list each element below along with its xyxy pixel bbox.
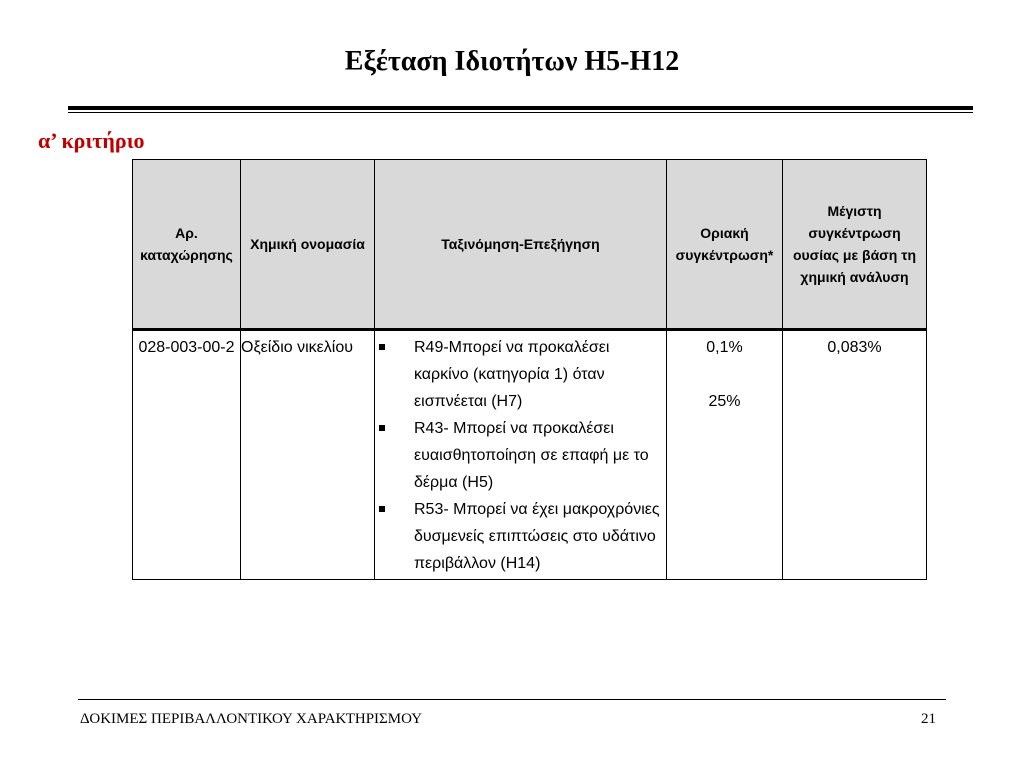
- footer-divider: [78, 699, 946, 700]
- square-bullet-icon: [379, 506, 385, 512]
- cell-classification: [375, 330, 667, 580]
- title-divider-thin: [68, 112, 973, 113]
- header-max-concentration: Μέγιστη συγκέντρωση ουσίας με βάση τη χημική ανάλυση: [783, 160, 927, 330]
- classification-item: [375, 415, 666, 496]
- square-bullet-icon: [379, 425, 385, 431]
- table-header: [133, 160, 927, 330]
- limit-concentration-value: 0,1%: [706, 339, 743, 356]
- footer-text: ΔΟΚΙΜΕΣ ΠΕΡΙΒΑΛΛΟΝΤΙΚΟΥ ΧΑΡΑΚΤΗΡΙΣΜΟΥ: [80, 711, 423, 727]
- square-bullet-icon: [379, 344, 385, 350]
- header-classification: Ταξινόμηση-Επεξήγηση: [375, 160, 667, 330]
- cell-limit-concentration: [667, 330, 783, 580]
- slide-title: Εξέταση Ιδιοτήτων Η5-Η12: [344, 46, 680, 77]
- classification-text: R53- Μπορεί να έχει μακροχρόνιες δυσμενείς επιπτώσεις στο υδάτινο περιβάλλον (Η14): [414, 501, 660, 572]
- header-chemical-name: Χημική ονομασία: [241, 160, 375, 330]
- table-row: [133, 330, 927, 580]
- page-number: 21: [921, 711, 936, 727]
- cell-registration-number: 028-003-00-2: [133, 330, 241, 580]
- classification-text: R43- Μπορεί να προκαλέσει ευαισθητοποίηση σε επαφή με το δέρμα (Η5): [414, 420, 649, 491]
- classification-item: [375, 496, 666, 577]
- classification-item: [375, 334, 666, 415]
- classification-text: R49-Μπορεί να προκαλέσει καρκίνο (κατηγορία 1) όταν εισπνέεται (Η7): [414, 339, 610, 410]
- header-limit-concentration: Οριακή συγκέντρωση*: [667, 160, 783, 330]
- classification-list: [375, 334, 666, 577]
- criterion-subtitle: α’ κριτήριο: [38, 128, 145, 153]
- title-divider-thick: [68, 106, 973, 110]
- cell-max-concentration: 0,083%: [783, 330, 927, 580]
- header-registration-number: Αρ. καταχώρησης: [133, 160, 241, 330]
- limit-concentration-value: 25%: [708, 393, 741, 410]
- properties-table: [132, 159, 927, 580]
- cell-chemical-name: Οξείδιο νικελίου: [241, 330, 375, 580]
- table-body: [133, 330, 927, 580]
- table-header-row: [133, 160, 927, 330]
